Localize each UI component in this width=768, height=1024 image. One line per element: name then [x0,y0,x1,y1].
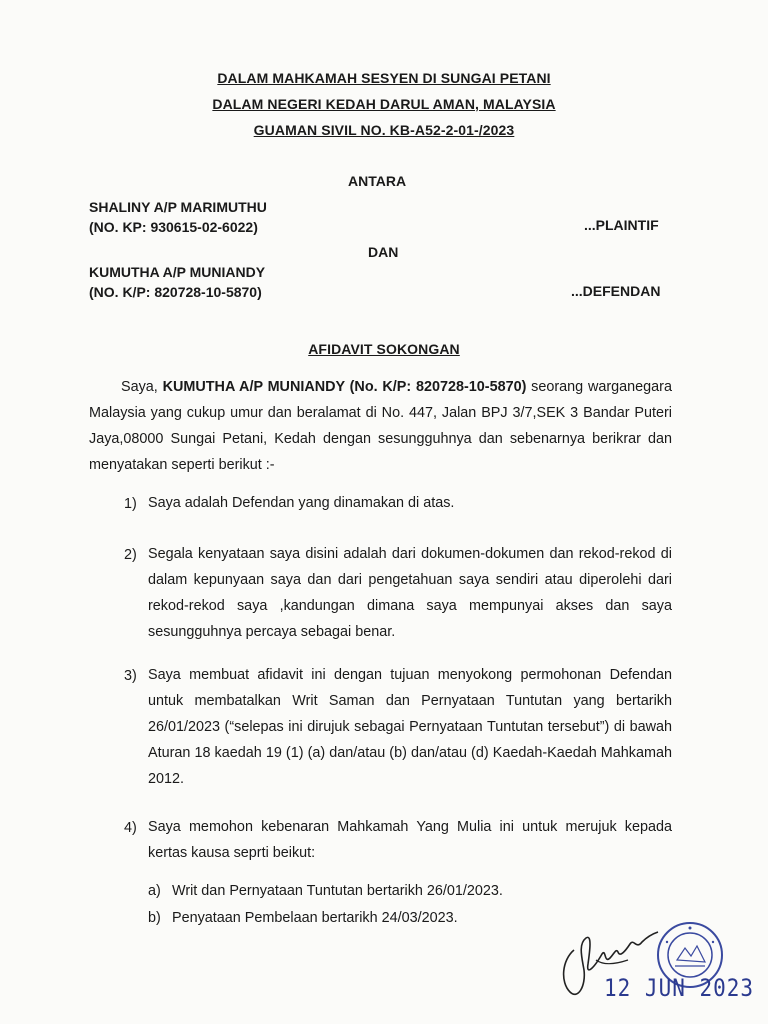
item-text: Saya membuat afidavit ini dengan tujuan menyokong permohonan Defendan untuk membatalkan Writ Saman dan Pernyataan Tuntutan yang bertarikh 26/01/2023 (“selepas ini dirujuk sebagai Pernyataan Tuntutan tersebut”) di bawah Aturan 18 kaedah 19 (1) (a) dan/atau (b) dan/atau (d) Kaedah-Kaedah Mahkamah 2012. [148,667,672,787]
item-text: Saya memohon kebenaran Mahkamah Yang Mulia ini untuk merujuk kepada kertas kausa seprti beikut: [148,819,672,861]
defendant-id: (NO. K/P: 820728-10-5870) [89,284,262,300]
defendant-role: ...DEFENDAN [571,283,661,299]
subitem-number: b) [148,910,161,926]
intro-prefix: Saya, [121,379,163,395]
item-number: 1) [124,496,137,512]
item-text: Saya adalah Defendan yang dinamakan di atas. [148,495,455,511]
intro-rest: seorang warganegara Malaysia yang cukup umur dan beralamat di No. 447, Jalan BPJ 3/7,SEK 3 Bandar Puteri Jaya,08000 Sungai Petani, Kedah dengan sesungguhnya dan sebenarnya berikrar dan menyatakan seperti berikut :- [89,379,672,473]
antara-label: ANTARA [348,173,407,189]
deponent-name: KUMUTHA A/P MUNIANDY (No. K/P: 820728-10-5870) [162,379,527,395]
state-heading: DALAM NEGERI KEDAH DARUL AMAN, MALAYSIA [212,96,556,112]
case-number-heading: GUAMAN SIVIL NO. KB-A52-2-01-/2023 [253,122,515,138]
affidavit-title: AFIDAVIT SOKONGAN [308,341,460,357]
item-text: Segala kenyataan saya disini adalah dari dokumen-dokumen dan rekod-rekod di dalam kepunyaan saya dan dari pengetahuan saya sendiri atau diperolehi dari rekod-rekod saya ,kandungan dimana saya mempunyai akses dan saya sesungguhnya percaya sebagai benar. [148,546,672,640]
dan-label: DAN [368,244,399,260]
subitem-number: a) [148,883,161,899]
subitem-text: Penyataan Pembelaan bertarikh 24/03/2023. [172,910,458,926]
item-number: 3) [124,668,137,684]
plaintiff-id: (NO. KP: 930615-02-6022) [89,219,258,235]
item-number: 4) [124,820,137,836]
item-number: 2) [124,547,137,563]
court-name-heading: DALAM MAHKAMAH SESYEN DI SUNGAI PETANI [217,70,551,86]
defendant-name: KUMUTHA A/P MUNIANDY [89,264,266,280]
plaintiff-role: ...PLAINTIF [584,217,659,233]
date-stamp: 12 JUN 2023 [604,974,755,1002]
subitem-text: Writ dan Pernyataan Tuntutan bertarikh 26/01/2023. [172,883,503,899]
intro-paragraph [89,374,672,478]
plaintiff-name: SHALINY A/P MARIMUTHU [89,199,267,215]
